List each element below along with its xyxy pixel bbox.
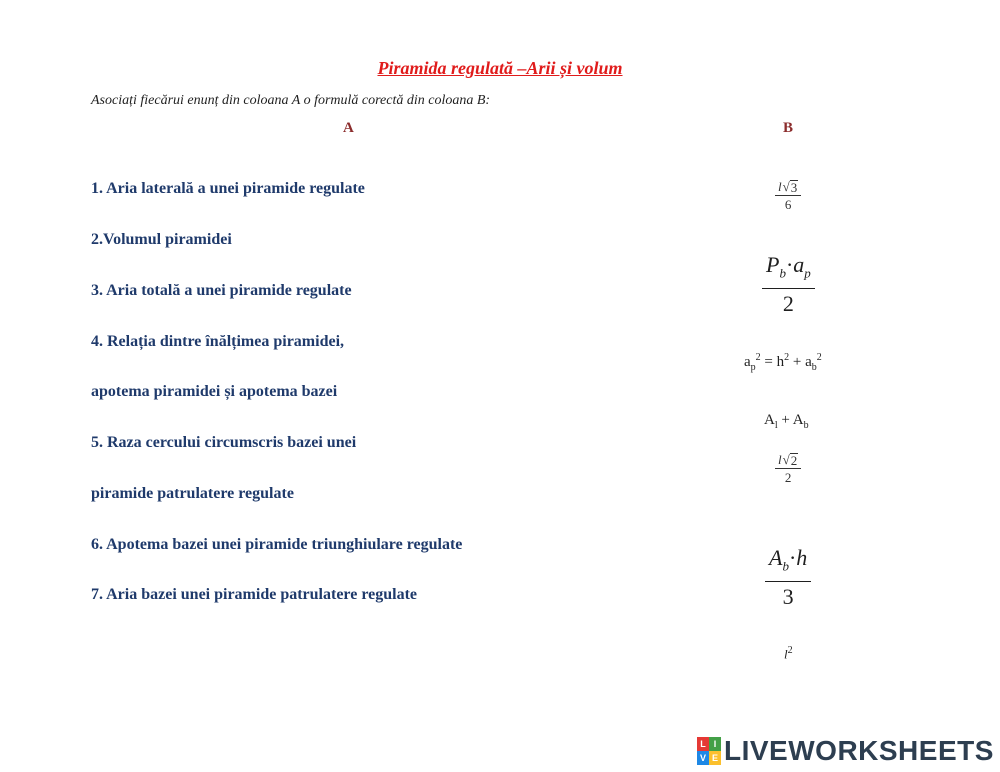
statement-3: 3. Aria totală a unei piramide regulate bbox=[91, 282, 352, 299]
exponent: 2 bbox=[755, 352, 761, 363]
statement-1: 1. Aria laterală a unei piramide regulate bbox=[91, 180, 365, 197]
subscript-b: b bbox=[782, 558, 789, 574]
logo-letter-i: I bbox=[709, 737, 721, 751]
liveworksheets-logo bbox=[697, 735, 994, 767]
formula-l-squared[interactable] bbox=[784, 645, 793, 662]
formula-var-a: a bbox=[793, 252, 805, 277]
logo-letter-l: L bbox=[697, 737, 709, 751]
denominator: 2 bbox=[782, 291, 794, 317]
formula-var: l bbox=[784, 646, 788, 662]
formula-var: l bbox=[778, 452, 782, 467]
subscript-p: p bbox=[750, 362, 756, 373]
subscript-b: b bbox=[779, 265, 786, 281]
formula-var: l bbox=[778, 179, 782, 194]
logo-letter-e: E bbox=[709, 751, 721, 765]
exponent: 2 bbox=[787, 645, 793, 656]
formula-pb-ap-over-2[interactable] bbox=[762, 252, 815, 317]
statement-5-line-2: piramide patrulatere regulate bbox=[91, 485, 294, 502]
formula-part: + A bbox=[781, 412, 804, 428]
radicand: 3 bbox=[790, 180, 798, 195]
formula-l-sqrt3-over-6[interactable] bbox=[775, 180, 801, 212]
formula-var-a: A bbox=[769, 545, 783, 570]
page-title: Piramida regulată –Arii și volum bbox=[377, 58, 623, 78]
denominator: 2 bbox=[784, 470, 792, 485]
subscript-p: p bbox=[804, 265, 811, 281]
sqrt-icon: √ 3 bbox=[782, 179, 798, 195]
exponent: 2 bbox=[816, 352, 822, 363]
formula-l-sqrt2-over-2[interactable] bbox=[775, 453, 801, 485]
formula-var-h: h bbox=[796, 545, 808, 570]
formula-var-p: P bbox=[766, 252, 780, 277]
statement-2: 2.Volumul piramidei bbox=[91, 231, 232, 248]
formula-part: a bbox=[744, 354, 751, 370]
formula-part: = h bbox=[764, 354, 785, 370]
column-b-header: B bbox=[783, 120, 794, 136]
instructions: Asociați fiecărui enunț din coloana A o formulă corectă din coloana B: bbox=[91, 93, 491, 108]
dot-operator: · bbox=[788, 545, 797, 570]
formula-part: + a bbox=[792, 354, 812, 370]
subscript-l: l bbox=[774, 420, 778, 431]
statement-7: 7. Aria bazei unei piramide patrulatere regulate bbox=[91, 586, 418, 603]
logo-icon bbox=[697, 737, 721, 765]
logo-text: LIVEWORKSHEETS bbox=[724, 735, 994, 766]
subscript-b: b bbox=[811, 362, 817, 373]
formula-part: A bbox=[764, 412, 775, 428]
denominator: 3 bbox=[782, 584, 794, 610]
formula-al-plus-ab[interactable] bbox=[764, 412, 809, 431]
column-a-header: A bbox=[343, 120, 354, 136]
dot-operator: · bbox=[785, 252, 794, 277]
formula-ab-h-over-3[interactable] bbox=[765, 545, 811, 610]
radicand: 2 bbox=[790, 453, 798, 468]
statement-4-line-1: 4. Relația dintre înălțimea piramidei, bbox=[91, 333, 345, 350]
subscript-b: b bbox=[803, 420, 809, 431]
statement-5-line-1: 5. Raza cercului circumscris bazei unei bbox=[91, 434, 357, 451]
logo-letter-v: V bbox=[697, 751, 709, 765]
sqrt-icon: √ 2 bbox=[782, 452, 798, 468]
denominator: 6 bbox=[784, 197, 792, 212]
formula-apothem-relation[interactable] bbox=[744, 352, 822, 373]
statement-6: 6. Apotema bazei unei piramide triunghiulare regulate bbox=[91, 536, 463, 553]
statement-4-line-2: apotema piramidei și apotema bazei bbox=[91, 383, 338, 400]
exponent: 2 bbox=[784, 352, 790, 363]
